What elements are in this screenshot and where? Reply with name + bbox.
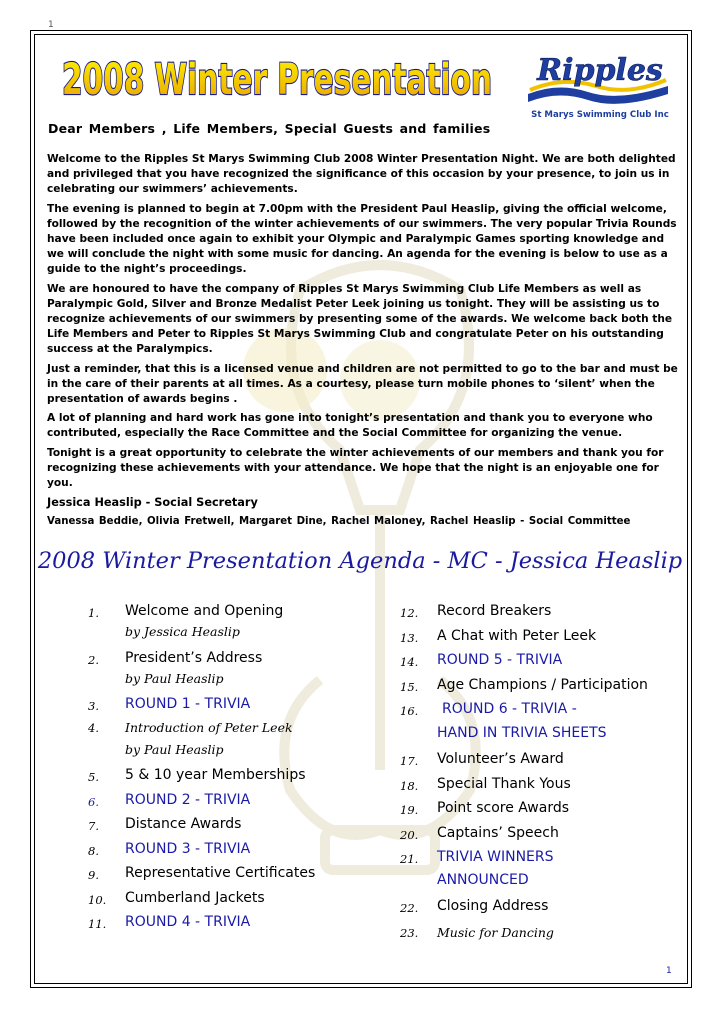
agenda-item-number: 19. bbox=[400, 803, 419, 817]
agenda-item-number: 4. bbox=[88, 720, 99, 735]
agenda-item-number: 9. bbox=[88, 868, 99, 882]
agenda-item-text-line2: ANNOUNCED bbox=[437, 872, 529, 888]
agenda-item bbox=[88, 890, 348, 907]
agenda-item bbox=[400, 849, 680, 889]
agenda-item-number: 16. bbox=[400, 704, 419, 718]
agenda-item-number: 22. bbox=[400, 901, 419, 915]
agenda-title: 2008 Winter Presentation Agenda - MC - Jessica Heaslip bbox=[37, 548, 683, 574]
agenda-item bbox=[88, 865, 348, 882]
agenda-item bbox=[400, 701, 680, 742]
agenda-item-presenter: by Jessica Heaslip bbox=[125, 624, 240, 639]
agenda-item-text-line2: HAND IN TRIVIA SHEETS bbox=[437, 725, 607, 741]
agenda-item-text: Special Thank Yous bbox=[437, 775, 571, 792]
agenda-item-text: 5 & 10 year Memberships bbox=[125, 767, 306, 783]
letter-paragraph: Tonight is a great opportunity to celebrate the winter achievements of our members and thank you for recognizing these achievements with your attendance. We hope that the night is an enjoyable one for you. bbox=[47, 446, 664, 490]
agenda-item-text: Volunteer’s Award bbox=[437, 751, 564, 767]
agenda-item-number: 13. bbox=[400, 630, 419, 645]
agenda-item bbox=[400, 825, 680, 842]
letter-committee: Vanessa Beddie, Olivia Fretwell, Margaret Dine, Rachel Maloney, Rachel Heaslip - Social Committee bbox=[47, 516, 631, 528]
agenda-item-text: Age Champions / Participation bbox=[437, 676, 648, 693]
agenda-item bbox=[400, 923, 680, 943]
agenda-item-text: ROUND 1 - TRIVIA bbox=[125, 696, 251, 712]
agenda-item-number: 21. bbox=[400, 852, 419, 866]
letter-greeting: Dear Members , Life Members, Special Guests and families bbox=[48, 121, 491, 136]
agenda-list-left bbox=[88, 603, 348, 939]
agenda-item-text: ROUND 2 - TRIVIA bbox=[125, 791, 251, 808]
agenda-item-number: 1. bbox=[88, 606, 99, 620]
agenda-item-text: ROUND 4 - TRIVIA bbox=[125, 914, 251, 930]
agenda-item-number: 3. bbox=[88, 699, 99, 713]
agenda-item-text: A Chat with Peter Leek bbox=[437, 627, 597, 644]
agenda-item-number: 18. bbox=[400, 778, 419, 793]
agenda-item-text: ROUND 3 - TRIVIA bbox=[125, 840, 251, 857]
agenda-item bbox=[400, 677, 680, 694]
agenda-item-number: 23. bbox=[400, 925, 419, 940]
agenda-item bbox=[400, 800, 680, 817]
letter-signature: Jessica Heaslip - Social Secretary bbox=[47, 496, 258, 510]
agenda-item-number: 10. bbox=[88, 892, 107, 907]
agenda-item bbox=[400, 898, 680, 915]
agenda-item bbox=[88, 914, 348, 931]
letter-paragraph: Just a reminder, that this is a licensed venue and children are not permitted to go to the bar and must be in the care of their parents at all times. As a courtesy, please turn mobile phones to ‘silent’ when the presentation of awards begins . bbox=[47, 362, 678, 406]
agenda-item-text: Welcome and Opening bbox=[125, 603, 284, 619]
title-text: 2008 Winter Presentation bbox=[62, 55, 492, 105]
agenda-item bbox=[400, 628, 680, 645]
letter-body bbox=[47, 152, 684, 534]
agenda-item-text: Distance Awards bbox=[125, 816, 242, 832]
agenda-item-number: 6. bbox=[88, 794, 99, 809]
agenda-item-number: 7. bbox=[88, 819, 99, 833]
agenda-item bbox=[88, 603, 348, 642]
agenda-item bbox=[400, 603, 680, 620]
agenda-item-number: 12. bbox=[400, 606, 419, 620]
agenda-item-number: 15. bbox=[400, 679, 419, 694]
agenda-item-text: Captains’ Speech bbox=[437, 824, 559, 841]
agenda-item bbox=[400, 751, 680, 768]
letter-paragraph: We are honoured to have the company of Ripples St Marys Swimming Club Life Members as well as Paralympic Gold, Silver and Bronze Medalist Peter Leek joining us tonight. They will be assisting us to recognize achievements of our swimmers by presenting some of the awards. We welcome back both the Life Members and Peter to Ripples St Marys Swimming Club and congratulate Peter on his outstanding success at the Paralympics. bbox=[47, 282, 673, 356]
corner-mark: 1 bbox=[48, 20, 54, 30]
agenda-item-number: 14. bbox=[400, 655, 419, 669]
agenda-item bbox=[88, 696, 348, 713]
agenda-item-number: 11. bbox=[88, 917, 107, 931]
club-logo bbox=[518, 46, 680, 122]
agenda-item-text: ROUND 6 - TRIVIA - bbox=[442, 701, 577, 717]
agenda-item-text: Cumberland Jackets bbox=[125, 889, 265, 906]
agenda-item bbox=[88, 816, 348, 833]
agenda-item bbox=[88, 841, 348, 858]
agenda-item-text: Representative Certificates bbox=[125, 865, 316, 881]
letter-paragraph: A lot of planning and hard work has gone into tonight’s presentation and thank you to everyone who contributed, especially the Race Committee and the Social Committee for organizing the venue. bbox=[47, 412, 653, 440]
agenda-item bbox=[88, 792, 348, 809]
agenda-item-text: President’s Address bbox=[125, 649, 263, 666]
agenda-item-text: Introduction of Peter Leek bbox=[125, 719, 293, 735]
agenda-list-right bbox=[400, 603, 680, 950]
agenda-item-presenter: by Paul Heaslip bbox=[125, 741, 224, 757]
letter-paragraph: Welcome to the Ripples St Marys Swimming Club 2008 Winter Presentation Night. We are both delighted and privileged that you have recognized the significance of this occasion by your presence, to join us in celebrating our swimmers’ achievements. bbox=[47, 153, 676, 196]
agenda-item-number: 8. bbox=[88, 843, 99, 858]
logo-brand: Ripples bbox=[537, 53, 663, 88]
agenda-item-number: 2. bbox=[88, 652, 99, 667]
logo-subtitle: St Marys Swimming Club Inc bbox=[531, 110, 669, 120]
agenda-item bbox=[400, 652, 680, 669]
agenda-item bbox=[88, 767, 348, 784]
agenda-item-number: 20. bbox=[400, 827, 419, 842]
title-banner bbox=[55, 50, 500, 106]
agenda-item-text: Point score Awards bbox=[437, 800, 570, 816]
agenda-item-text: Record Breakers bbox=[437, 603, 552, 619]
page-number: 1 bbox=[666, 966, 672, 976]
agenda-item bbox=[88, 718, 348, 760]
agenda-item-text: ROUND 5 - TRIVIA bbox=[437, 652, 563, 668]
agenda-item-number: 17. bbox=[400, 754, 419, 768]
agenda-item-presenter: by Paul Heaslip bbox=[125, 670, 224, 686]
agenda-item bbox=[88, 650, 348, 689]
agenda-item bbox=[400, 776, 680, 793]
agenda-item-number: 5. bbox=[88, 770, 99, 784]
agenda-item-text: Music for Dancing bbox=[437, 924, 554, 940]
agenda-item-text: Closing Address bbox=[437, 898, 549, 914]
agenda-item-text: TRIVIA WINNERS bbox=[437, 849, 554, 865]
letter-paragraph: The evening is planned to begin at 7.00pm with the President Paul Heaslip, giving the official welcome, followed by the recognition of the winter achievements of our swimmers. The very popular Trivia Rounds have been included once again to exhibit your Olympic and Paralympic Games sporting knowledge and we will conclude the night with some music for dancing. An agenda for the evening is below to use as a guide to the night’s proceedings. bbox=[47, 202, 677, 276]
